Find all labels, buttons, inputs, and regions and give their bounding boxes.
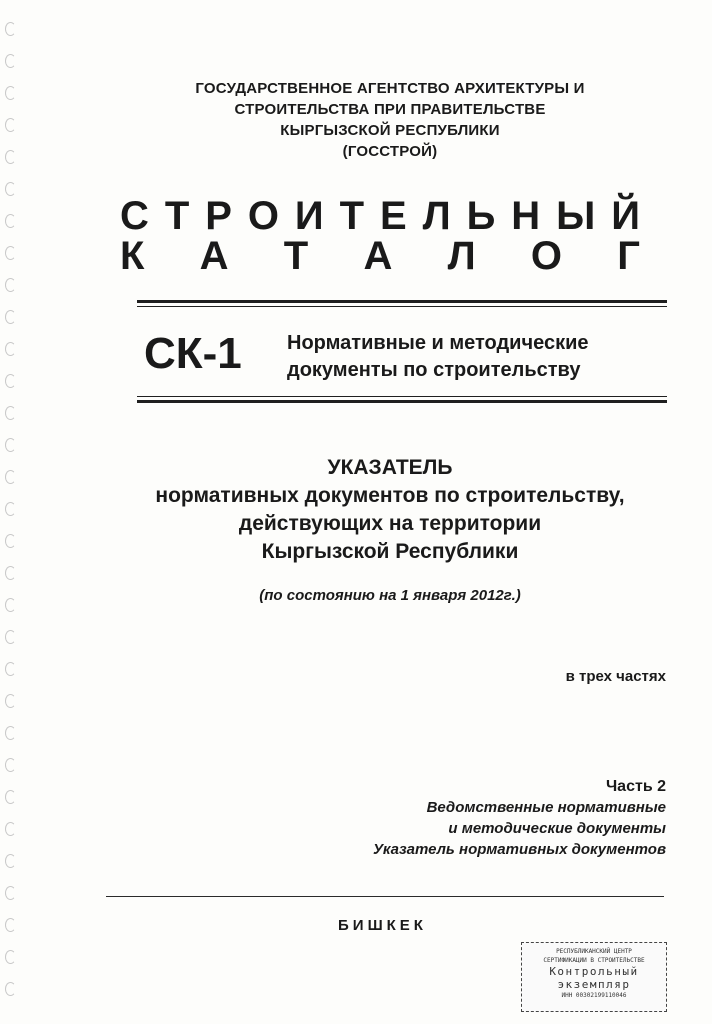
binding-hole bbox=[5, 534, 16, 548]
binding-hole bbox=[5, 278, 16, 292]
letter: А bbox=[363, 234, 393, 278]
binding-hole bbox=[5, 790, 16, 804]
letter: О bbox=[247, 194, 279, 238]
agency-line-2: СТРОИТЕЛЬСТВА ПРИ ПРАВИТЕЛЬСТВЕ bbox=[234, 101, 546, 118]
binding-hole bbox=[5, 950, 16, 964]
letter: К bbox=[120, 234, 145, 278]
letter: Р bbox=[205, 194, 232, 238]
binding-hole bbox=[5, 438, 16, 452]
city: БИШКЕК bbox=[338, 917, 427, 934]
part-desc-line-1: Ведомственные нормативные bbox=[426, 799, 666, 816]
binding-hole bbox=[5, 182, 16, 196]
binding-hole bbox=[5, 694, 16, 708]
binding-hole bbox=[5, 406, 16, 420]
stamp-line-1: РЕСПУБЛИКАНСКИЙ ЦЕНТР bbox=[556, 948, 632, 955]
double-rule-top bbox=[137, 300, 667, 307]
series-name-line-2: документы по строительству bbox=[287, 359, 581, 381]
letter: Н bbox=[511, 194, 541, 238]
binding-hole bbox=[5, 310, 16, 324]
agency-line-4: (ГОССТРОЙ) bbox=[342, 143, 438, 160]
stamp-line-5: ИНН 00302199110046 bbox=[561, 992, 627, 999]
index-subtitle-line-1: нормативных документов по строительству, bbox=[155, 484, 625, 507]
binding-hole bbox=[5, 118, 16, 132]
binding-hole bbox=[5, 374, 16, 388]
catalog-title-word-1 bbox=[120, 194, 640, 238]
binding-hole bbox=[5, 982, 16, 996]
letter: Л bbox=[447, 234, 476, 278]
part-info bbox=[373, 776, 666, 860]
letter: Т bbox=[164, 194, 190, 238]
double-rule-bottom bbox=[137, 396, 667, 403]
series-name-line-1: Нормативные и методические bbox=[287, 332, 589, 354]
binding-hole bbox=[5, 214, 16, 228]
letter: Й bbox=[611, 194, 640, 238]
status-date: (по состоянию на 1 января 2012г.) bbox=[259, 587, 521, 604]
binding-hole bbox=[5, 22, 16, 36]
binding-hole bbox=[5, 726, 16, 740]
stamp-line-3: Контрольный bbox=[549, 965, 639, 978]
binding-hole bbox=[5, 150, 16, 164]
letter: А bbox=[199, 234, 229, 278]
index-title: УКАЗАТЕЛЬ bbox=[327, 456, 453, 479]
series-code: СК-1 bbox=[144, 329, 242, 378]
issuing-agency bbox=[140, 78, 640, 162]
binding-hole bbox=[5, 598, 16, 612]
binding-hole bbox=[5, 662, 16, 676]
letter: Е bbox=[379, 194, 407, 238]
stamp-line-2: СЕРТИФИКАЦИИ В СТРОИТЕЛЬСТВЕ bbox=[543, 957, 645, 964]
part-number: Часть 2 bbox=[605, 778, 666, 795]
binding-hole bbox=[5, 630, 16, 644]
letter: С bbox=[120, 194, 149, 238]
part-desc-line-3: Указатель нормативных документов bbox=[373, 841, 666, 858]
binding-hole bbox=[5, 854, 16, 868]
binding-hole bbox=[5, 342, 16, 356]
binding-hole bbox=[5, 886, 16, 900]
catalog-title-word-2 bbox=[120, 234, 640, 278]
letter: Т bbox=[283, 234, 309, 278]
binding-holes bbox=[3, 22, 21, 1012]
agency-line-1: ГОСУДАРСТВЕННОЕ АГЕНТСТВО АРХИТЕКТУРЫ И bbox=[195, 80, 585, 97]
letter: Ы bbox=[556, 194, 596, 238]
letter: Г bbox=[617, 234, 640, 278]
binding-hole bbox=[5, 246, 16, 260]
binding-hole bbox=[5, 758, 16, 772]
letter: Т bbox=[339, 194, 365, 238]
index-subtitle-line-3: Кыргызской Республики bbox=[261, 540, 519, 563]
binding-hole bbox=[5, 86, 16, 100]
parts-note: в трех частях bbox=[565, 668, 666, 685]
bottom-rule bbox=[106, 896, 664, 897]
control-copy-stamp bbox=[521, 942, 667, 1012]
binding-hole bbox=[5, 822, 16, 836]
series-name bbox=[287, 330, 667, 384]
letter: И bbox=[294, 194, 324, 238]
binding-hole bbox=[5, 566, 16, 580]
index-subtitle-line-2: действующих на территории bbox=[238, 512, 542, 535]
stamp-line-4: экземпляр bbox=[557, 978, 631, 991]
letter: Л bbox=[422, 194, 451, 238]
letter: Ь bbox=[466, 194, 496, 238]
binding-hole bbox=[5, 502, 16, 516]
binding-hole bbox=[5, 54, 16, 68]
letter: О bbox=[530, 234, 563, 278]
binding-hole bbox=[5, 470, 16, 484]
agency-line-3: КЫРГЫЗСКОЙ РЕСПУБЛИКИ bbox=[280, 122, 500, 139]
index-heading bbox=[110, 453, 670, 566]
binding-hole bbox=[5, 918, 16, 932]
part-desc-line-2: и методические документы bbox=[448, 820, 666, 837]
